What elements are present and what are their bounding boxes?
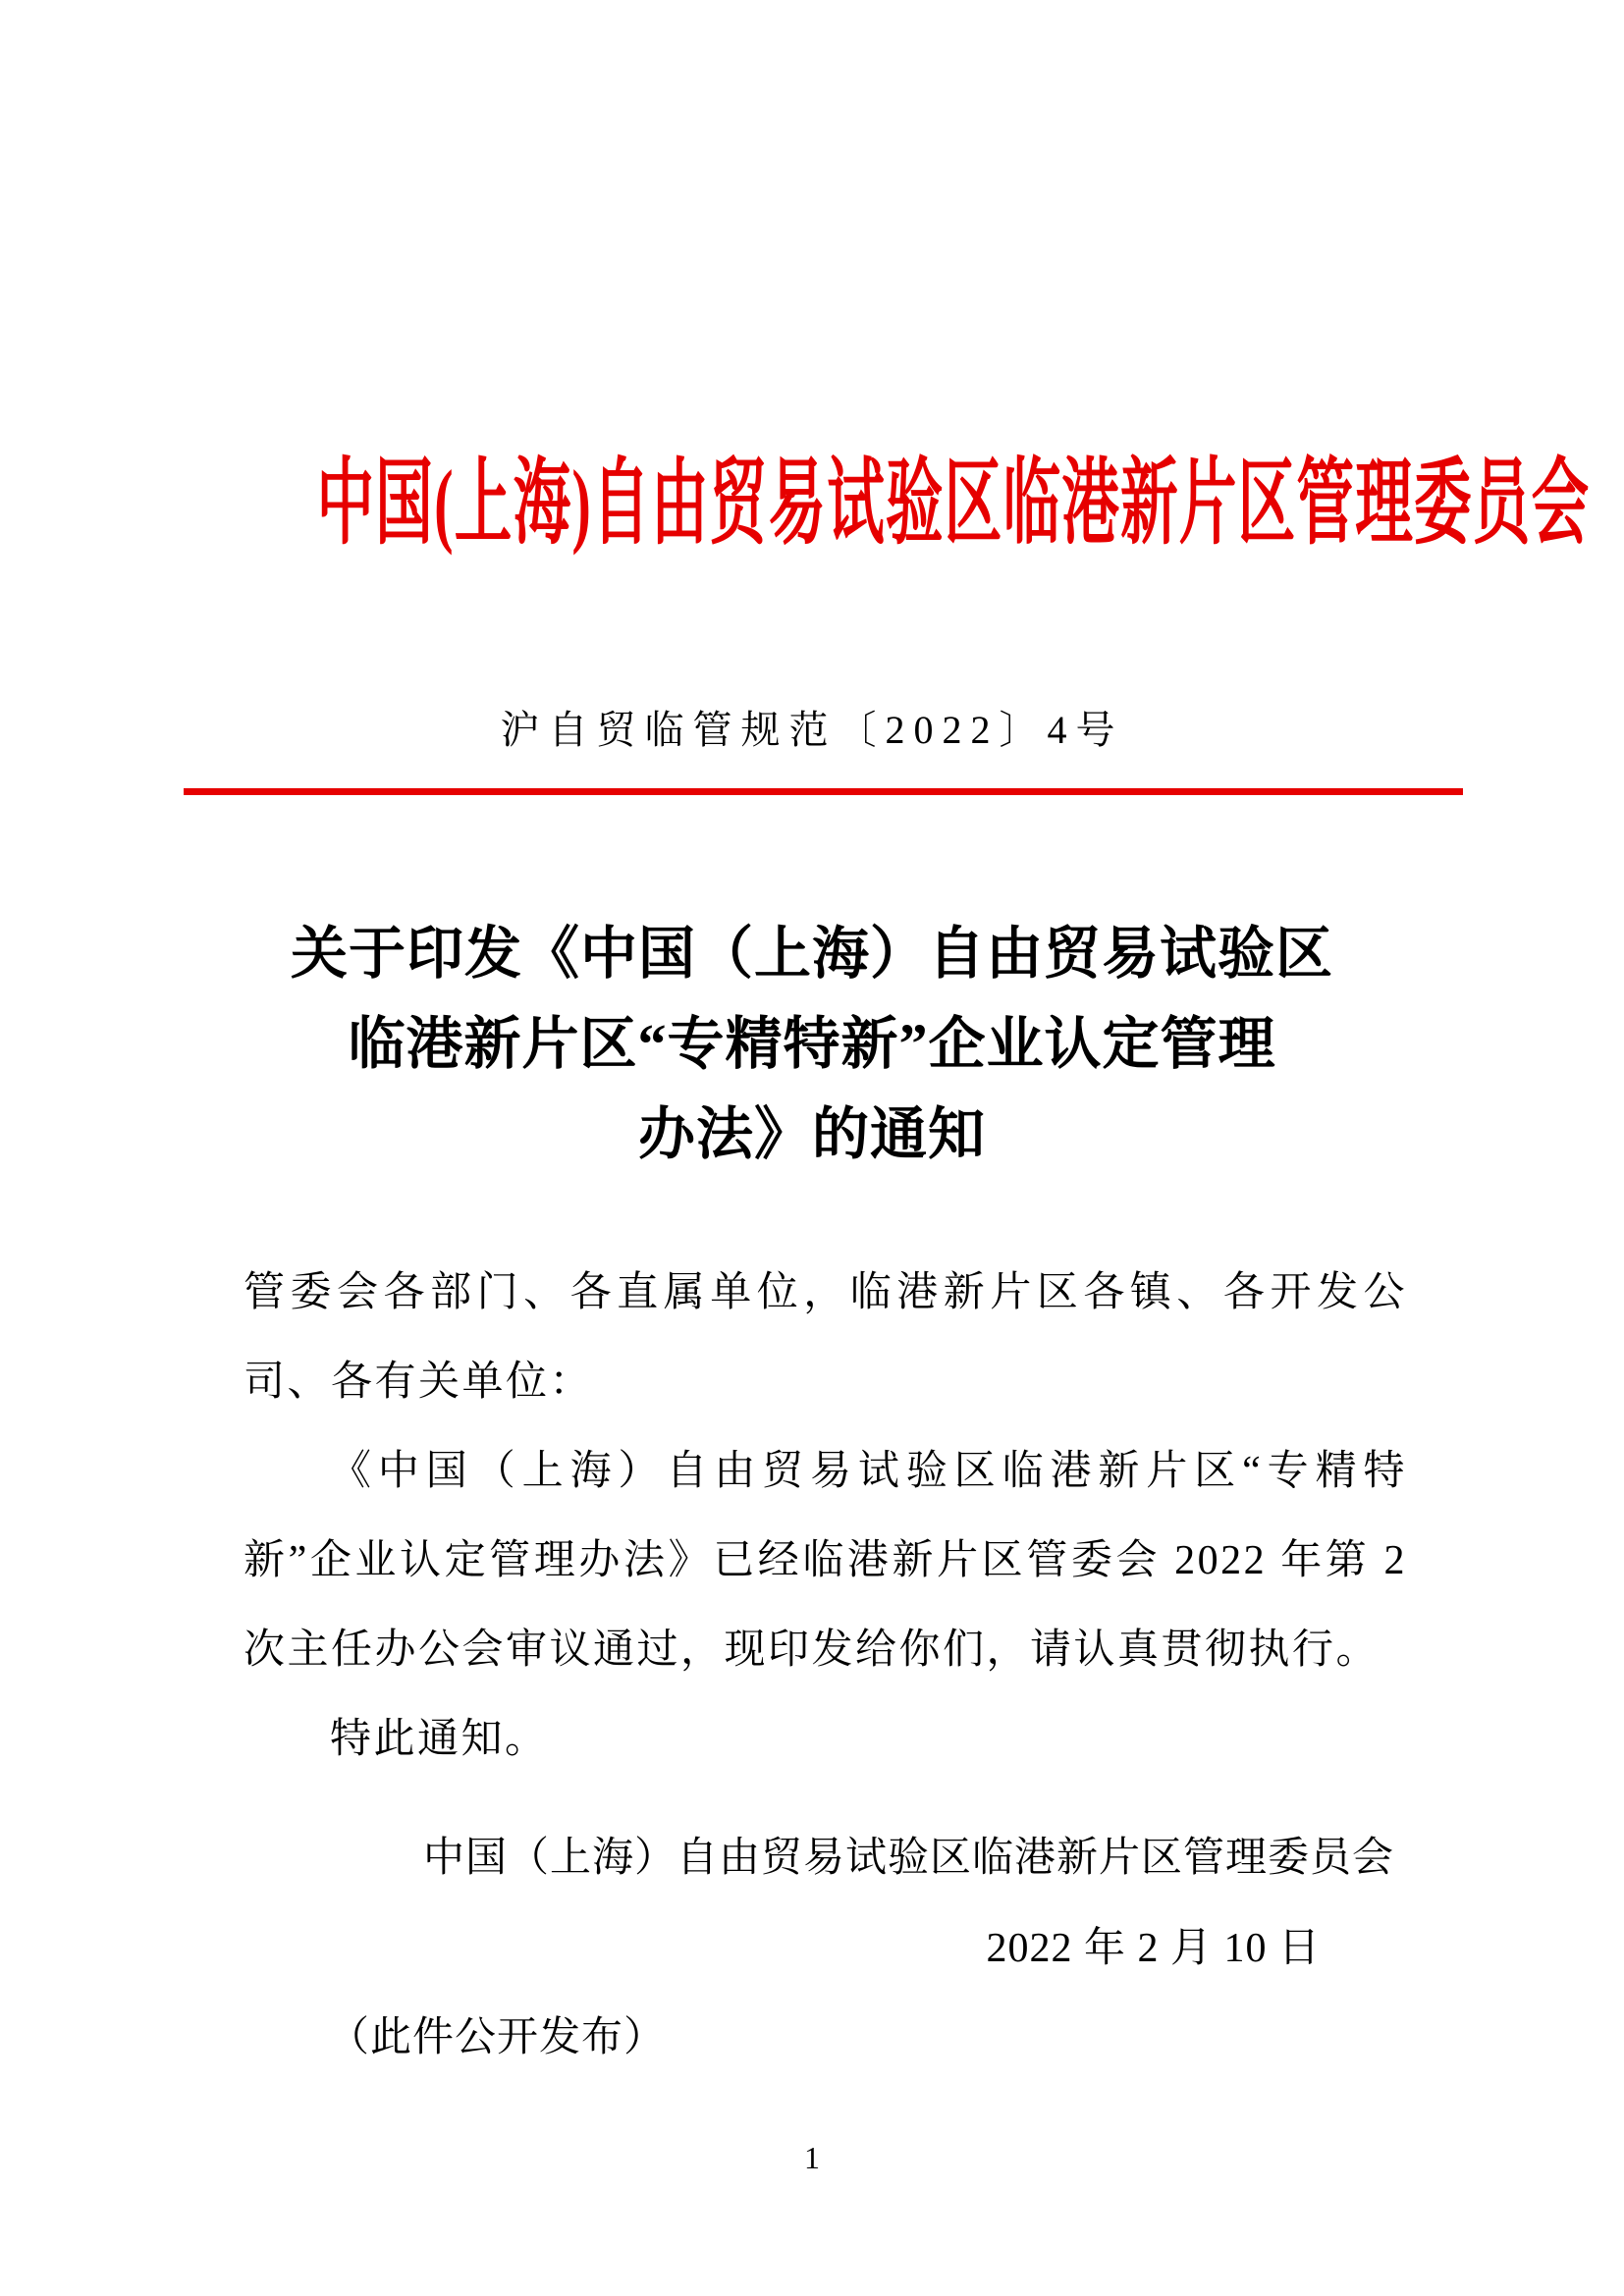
notice-body: [244, 1249, 1407, 1785]
notice-title-line-3: 办法》的通知: [637, 1102, 986, 1166]
public-release-note: （此件公开发布）: [328, 2015, 667, 2060]
letterhead-divider-line: [184, 788, 1463, 795]
signature-organization: 中国（上海）自由贸易试验区临港新片区管理委员会: [422, 1836, 1394, 1881]
document-number: 沪自贸临管规范〔2022〕4号: [500, 708, 1124, 752]
signature-date: 2022 年 2 月 10 日: [986, 1926, 1321, 1971]
notice-title-line-2: 临港新片区“专精特新”企业认定管理: [348, 1012, 1276, 1076]
letterhead-agency-name: 中国(上海)自由贸易试验区临港新片区管理委员会: [316, 451, 1591, 556]
notice-title: [0, 909, 1624, 1180]
page-number: 1: [804, 2140, 820, 2175]
salutation-line: 管委会各部门、各直属单位，临港新片区各镇、各开发公司、各有关单位：: [244, 1270, 1407, 1405]
notice-title-line-1: 关于印发《中国（上海）自由贸易试验区: [290, 922, 1333, 986]
body-paragraph-2: 特此通知。: [330, 1717, 549, 1762]
body-paragraph-1: 《中国（上海）自由贸易试验区临港新片区“专精特新”企业认定管理办法》已经临港新片区管委会 2022 年第 2 次主任办公会审议通过，现印发给你们，请认真贯彻执行。: [244, 1449, 1407, 1673]
